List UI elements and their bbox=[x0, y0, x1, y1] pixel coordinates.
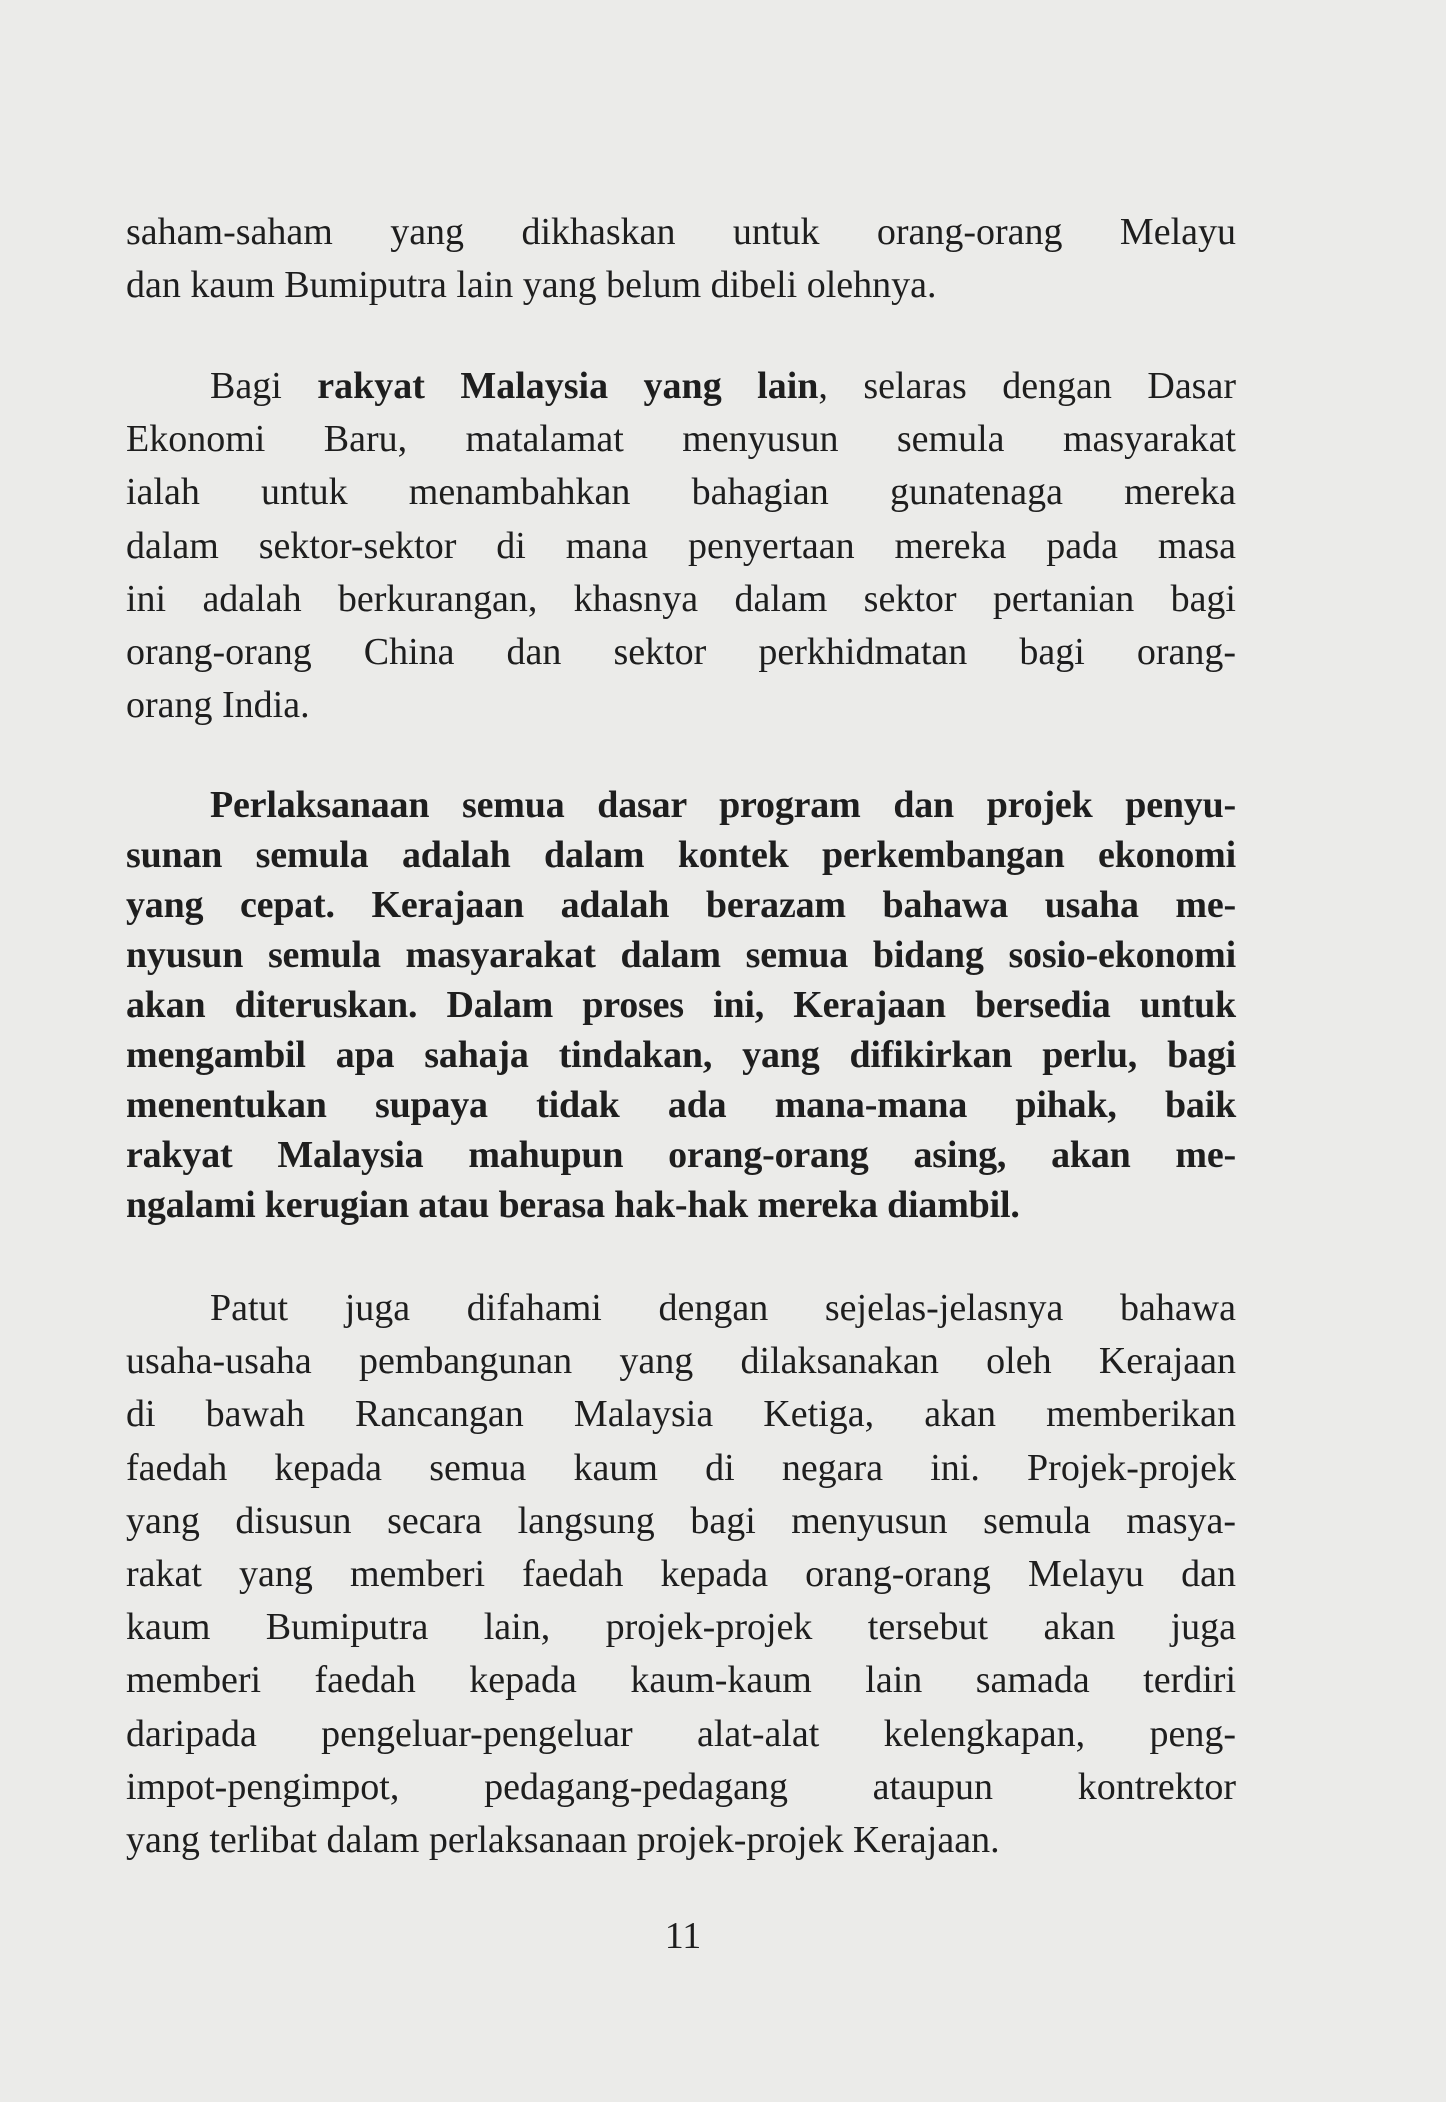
text-line: Patut juga difahami dengan sejelas-jelasnya bahawa bbox=[210, 1287, 1236, 1329]
text-line: kaum Bumiputra lain, projek-projek tersebut akan juga bbox=[126, 1606, 1236, 1649]
bold-phrase: rakyat Malaysia yang lain bbox=[317, 365, 819, 407]
paragraph-3-bold bbox=[126, 780, 1236, 1230]
text-line: usaha-usaha pembangunan yang dilaksanakan oleh Kerajaan bbox=[126, 1340, 1236, 1383]
text-line: Ekonomi Baru, matalamat menyusun semula masyarakat bbox=[126, 418, 1236, 461]
text-line: orang India. bbox=[126, 684, 310, 727]
text-line: yang disusun secara langsung bagi menyusun semula masya- bbox=[126, 1499, 1236, 1542]
paragraph-4 bbox=[126, 1282, 1236, 1867]
text-line: saham-saham yang dikhaskan untuk orang-orang Melayu bbox=[126, 211, 1236, 253]
text-line: sunan semula adalah dalam kontek perkembangan ekonomi bbox=[126, 834, 1236, 876]
text-line: ialah untuk menambahkan bahagian gunatenaga mereka bbox=[126, 471, 1236, 514]
page-number: 11 bbox=[664, 1915, 702, 1957]
text-span: , selaras dengan Dasar bbox=[818, 365, 1236, 407]
text-line: di bawah Rancangan Malaysia Ketiga, akan memberikan bbox=[126, 1393, 1236, 1436]
text-line: orang-orang China dan sektor perkhidmatan bagi orang- bbox=[126, 630, 1236, 673]
text-line: dalam sektor-sektor di mana penyertaan mereka pada masa bbox=[126, 524, 1236, 567]
text-line: ini adalah berkurangan, khasnya dalam sektor pertanian bagi bbox=[126, 577, 1236, 620]
text-line: akan diteruskan. Dalam proses ini, Kerajaan bersedia untuk bbox=[126, 984, 1236, 1026]
paragraph-1 bbox=[126, 206, 1236, 312]
text-line: ngalami kerugian atau berasa hak-hak mereka diambil. bbox=[126, 1184, 1020, 1226]
text-line: mengambil apa sahaja tindakan, yang difikirkan perlu, bagi bbox=[126, 1034, 1236, 1076]
text-line: yang terlibat dalam perlaksanaan projek-projek Kerajaan. bbox=[126, 1818, 1000, 1861]
text-line bbox=[126, 360, 1236, 413]
text-line: dan kaum Bumiputra lain yang belum dibeli olehnya. bbox=[126, 264, 937, 307]
text-line: nyusun semula masyarakat dalam semua bidang sosio-ekonomi bbox=[126, 934, 1236, 976]
text-line: Perlaksanaan semua dasar program dan projek penyu- bbox=[210, 784, 1236, 826]
text-span: Bagi bbox=[210, 365, 318, 407]
text-line: yang cepat. Kerajaan adalah berazam bahawa usaha me- bbox=[126, 884, 1236, 926]
text-line: memberi faedah kepada kaum-kaum lain samada terdiri bbox=[126, 1659, 1236, 1702]
text-line: rakat yang memberi faedah kepada orang-orang Melayu dan bbox=[126, 1552, 1236, 1595]
text-line: impot-pengimpot, pedagang-pedagang ataupun kontrektor bbox=[126, 1765, 1236, 1808]
text-line: faedah kepada semua kaum di negara ini. Projek-projek bbox=[126, 1446, 1236, 1489]
text-line: daripada pengeluar-pengeluar alat-alat kelengkapan, peng- bbox=[126, 1712, 1236, 1755]
text-line: rakyat Malaysia mahupun orang-orang asing, akan me- bbox=[126, 1134, 1236, 1176]
paragraph-2 bbox=[126, 360, 1236, 732]
text-line: menentukan supaya tidak ada mana-mana pihak, baik bbox=[126, 1084, 1236, 1126]
